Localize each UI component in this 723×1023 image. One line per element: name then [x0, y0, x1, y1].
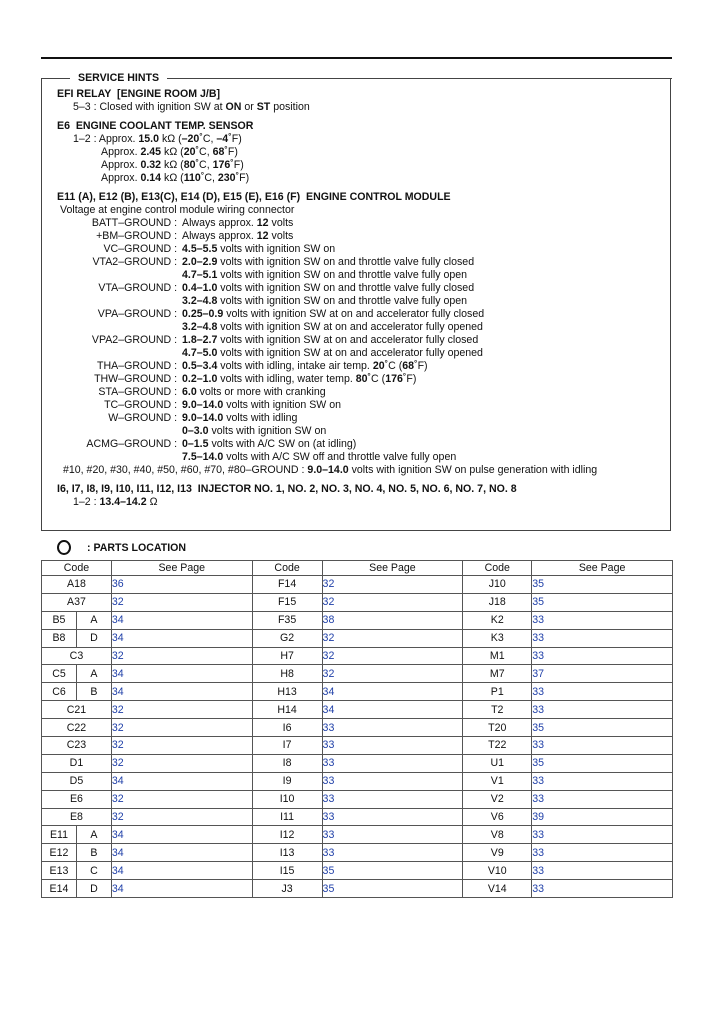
voltage-spec: 0–3.0 volts with ignition SW on	[182, 425, 327, 437]
terminal-label: VPA2–GROUND :	[91, 334, 180, 346]
voltage-spec: 9.0–14.0 volts with ignition SW on	[182, 399, 342, 411]
code-cell: C6	[42, 683, 77, 701]
code-cell: H8	[252, 665, 322, 683]
ecm-voltage-row	[57, 386, 667, 399]
code-cell: I9	[252, 772, 322, 790]
see-page-link[interactable]: 33	[532, 611, 673, 629]
code-cell: E8	[42, 808, 112, 826]
code-cell: F15	[252, 593, 322, 611]
see-page-link[interactable]: 33	[322, 772, 463, 790]
table-row	[42, 665, 673, 683]
parts-location-label: : PARTS LOCATION	[87, 541, 187, 554]
code-cell: B5	[42, 611, 77, 629]
ecm-pulse-line: #10, #20, #30, #40, #50, #60, #70, #80–GROUND : 9.0–14.0 volts with ignition SW on pulse generation with idling	[63, 464, 598, 476]
code-cell: P1	[463, 683, 532, 701]
table-row	[42, 880, 673, 898]
code-cell: J10	[463, 576, 532, 594]
column-header: See Page	[532, 561, 673, 576]
ecm-voltage-row	[57, 230, 667, 243]
table-row	[42, 576, 673, 594]
see-page-link[interactable]: 33	[532, 629, 673, 647]
column-header: See Page	[111, 561, 252, 576]
parts-table-body	[42, 576, 673, 898]
injector-title: I6, I7, I8, I9, I10, I11, I12, I13 INJECTOR NO. 1, NO. 2, NO. 3, NO. 4, NO. 5, NO. 6, NO. 7, NO. 8	[57, 483, 517, 495]
connector-letter-cell: D	[76, 880, 111, 898]
see-page-link[interactable]: 32	[322, 629, 463, 647]
see-page-link[interactable]: 35	[532, 754, 673, 772]
code-cell: G2	[252, 629, 322, 647]
table-row	[42, 772, 673, 790]
voltage-spec: 3.2–4.8 volts with ignition SW at on and accelerator fully opened	[182, 321, 483, 333]
service-hints-legend: SERVICE HINTS	[70, 72, 167, 85]
efi-relay-line: 5–3 : Closed with ignition SW at ON or ST position	[73, 101, 310, 113]
table-row	[42, 611, 673, 629]
code-cell: B8	[42, 629, 77, 647]
voltage-spec: Always approx. 12 volts	[182, 230, 294, 242]
code-cell: V2	[463, 790, 532, 808]
table-row	[42, 647, 673, 665]
see-page-link[interactable]: 32	[322, 647, 463, 665]
code-cell: I7	[252, 737, 322, 755]
parts-location-table	[41, 560, 673, 898]
voltage-spec: 9.0–14.0 volts with idling	[182, 412, 298, 424]
code-cell: H13	[252, 683, 322, 701]
column-header: Code	[463, 561, 532, 576]
see-page-link[interactable]: 34	[111, 826, 252, 844]
ecm-voltage-row	[57, 295, 667, 308]
code-cell: E12	[42, 844, 77, 862]
ecm-voltage-row	[57, 256, 667, 269]
ecm-intro: Voltage at engine control module wiring connector	[60, 204, 295, 216]
code-cell: E6	[42, 790, 112, 808]
voltage-spec: 0–1.5 volts with A/C SW on (at idling)	[182, 438, 357, 450]
voltage-spec: 3.2–4.8 volts with ignition SW on and throttle valve fully open	[182, 295, 468, 307]
code-cell: F35	[252, 611, 322, 629]
terminal-label: TC–GROUND :	[104, 399, 180, 411]
terminal-label: VTA2–GROUND :	[92, 256, 180, 268]
ecm-title: E11 (A), E12 (B), E13(C), E14 (D), E15 (E), E16 (F) ENGINE CONTROL MODULE	[57, 191, 451, 203]
code-cell: T2	[463, 701, 532, 719]
terminal-label: ACMG–GROUND :	[86, 438, 180, 450]
see-page-link[interactable]: 37	[532, 665, 673, 683]
see-page-link[interactable]: 34	[111, 629, 252, 647]
top-rule	[41, 57, 672, 59]
see-page-link[interactable]: 32	[111, 701, 252, 719]
terminal-label: THA–GROUND :	[97, 360, 180, 372]
see-page-link[interactable]: 33	[322, 826, 463, 844]
terminal-label: W–GROUND :	[108, 412, 180, 424]
parts-location-heading	[57, 540, 186, 555]
code-cell: T22	[463, 737, 532, 755]
code-cell: C5	[42, 665, 77, 683]
terminal-label: BATT–GROUND :	[91, 217, 180, 229]
table-row	[42, 593, 673, 611]
ecm-voltage-row	[57, 399, 667, 412]
e6-resistance-line: 1–2 : Approx. 15.0 kΩ (–20˚C, –4˚F)	[73, 133, 242, 145]
connector-letter-cell: B	[76, 683, 111, 701]
see-page-link[interactable]: 34	[111, 611, 252, 629]
connector-letter-cell: A	[76, 665, 111, 683]
code-cell: V9	[463, 844, 532, 862]
terminal-label: VPA–GROUND :	[97, 308, 180, 320]
terminal-label: THW–GROUND :	[94, 373, 180, 385]
table-row	[42, 737, 673, 755]
e6-title: E6 ENGINE COOLANT TEMP. SENSOR	[57, 120, 254, 132]
efi-relay-title: EFI RELAY [ENGINE ROOM J/B]	[57, 88, 221, 100]
see-page-link[interactable]: 33	[532, 862, 673, 880]
see-page-link[interactable]: 35	[322, 862, 463, 880]
table-row	[42, 629, 673, 647]
see-page-link[interactable]: 32	[111, 719, 252, 737]
voltage-spec: 6.0 volts or more with cranking	[182, 386, 326, 398]
see-page-link[interactable]: 34	[111, 772, 252, 790]
see-page-link[interactable]: 33	[532, 772, 673, 790]
see-page-link[interactable]: 39	[532, 808, 673, 826]
table-row	[42, 701, 673, 719]
code-cell: E14	[42, 880, 77, 898]
see-page-link[interactable]: 32	[111, 808, 252, 826]
see-page-link[interactable]: 32	[111, 647, 252, 665]
see-page-link[interactable]: 33	[532, 844, 673, 862]
see-page-link[interactable]: 35	[532, 576, 673, 594]
code-cell: A37	[42, 593, 112, 611]
code-cell: V8	[463, 826, 532, 844]
see-page-link[interactable]: 32	[111, 754, 252, 772]
see-page-link[interactable]: 34	[111, 844, 252, 862]
see-page-link[interactable]: 35	[532, 593, 673, 611]
ecm-voltage-row	[57, 438, 667, 451]
terminal-label: VC–GROUND :	[103, 243, 180, 255]
voltage-spec: 4.5–5.5 volts with ignition SW on	[182, 243, 336, 255]
see-page-link[interactable]: 34	[111, 880, 252, 898]
see-page-link[interactable]: 33	[322, 754, 463, 772]
see-page-link[interactable]: 33	[322, 790, 463, 808]
terminal-label: STA–GROUND :	[98, 386, 180, 398]
code-cell: D1	[42, 754, 112, 772]
see-page-link[interactable]: 33	[532, 826, 673, 844]
table-row	[42, 862, 673, 880]
code-cell: C22	[42, 719, 112, 737]
see-page-link[interactable]: 38	[322, 611, 463, 629]
see-page-link[interactable]: 34	[111, 665, 252, 683]
voltage-spec: 4.7–5.1 volts with ignition SW on and throttle valve fully open	[182, 269, 468, 281]
see-page-link[interactable]: 33	[322, 719, 463, 737]
code-cell: V14	[463, 880, 532, 898]
e6-resistance-line: Approx. 0.14 kΩ (110˚C, 230˚F)	[101, 172, 250, 184]
see-page-link[interactable]: 33	[532, 647, 673, 665]
code-cell: H7	[252, 647, 322, 665]
code-cell: V10	[463, 862, 532, 880]
ecm-voltage-row	[57, 334, 667, 347]
code-cell: I13	[252, 844, 322, 862]
e6-lines	[57, 133, 667, 185]
see-page-link[interactable]: 32	[111, 593, 252, 611]
code-cell: D5	[42, 772, 112, 790]
code-cell: V1	[463, 772, 532, 790]
see-page-link[interactable]: 32	[111, 790, 252, 808]
code-cell: I6	[252, 719, 322, 737]
ecm-voltage-row	[57, 451, 667, 464]
terminal-label: VTA–GROUND :	[98, 282, 180, 294]
code-cell: F14	[252, 576, 322, 594]
voltage-spec: 0.25–0.9 volts with ignition SW at on and accelerator fully closed	[182, 308, 485, 320]
ecm-voltage-row	[57, 243, 667, 256]
ecm-voltage-row	[57, 282, 667, 295]
table-header-row	[42, 561, 673, 576]
code-cell: H14	[252, 701, 322, 719]
ecm-voltage-row	[57, 321, 667, 334]
column-header: Code	[252, 561, 322, 576]
table-row	[42, 754, 673, 772]
column-header: See Page	[322, 561, 463, 576]
ecm-voltage-row	[57, 308, 667, 321]
code-cell: E13	[42, 862, 77, 880]
see-page-link[interactable]: 33	[532, 701, 673, 719]
see-page-link[interactable]: 34	[111, 862, 252, 880]
see-page-link[interactable]: 35	[532, 719, 673, 737]
see-page-link[interactable]: 35	[322, 880, 463, 898]
voltage-spec: Always approx. 12 volts	[182, 217, 294, 229]
circle-icon	[57, 540, 71, 555]
see-page-link[interactable]: 33	[322, 808, 463, 826]
code-cell: J18	[463, 593, 532, 611]
code-cell: K2	[463, 611, 532, 629]
code-cell: T20	[463, 719, 532, 737]
voltage-spec: 0.5–3.4 volts with idling, intake air temp. 20˚C (68˚F)	[182, 360, 428, 372]
see-page-link[interactable]: 33	[322, 737, 463, 755]
code-cell: M7	[463, 665, 532, 683]
code-cell: E11	[42, 826, 77, 844]
terminal-label: +BM–GROUND :	[96, 230, 180, 242]
table-row	[42, 719, 673, 737]
ecm-voltage-row	[57, 412, 667, 425]
e6-resistance-line: Approx. 0.32 kΩ (80˚C, 176˚F)	[101, 159, 244, 171]
ecm-voltage-row	[57, 269, 667, 282]
service-hints-content	[57, 88, 667, 509]
table-row	[42, 826, 673, 844]
code-cell: I8	[252, 754, 322, 772]
see-page-link[interactable]: 32	[111, 737, 252, 755]
table-row	[42, 683, 673, 701]
table-row	[42, 808, 673, 826]
see-page-link[interactable]: 32	[322, 576, 463, 594]
connector-letter-cell: D	[76, 629, 111, 647]
see-page-link[interactable]: 32	[322, 593, 463, 611]
connector-letter-cell: C	[76, 862, 111, 880]
code-cell: I10	[252, 790, 322, 808]
code-cell: M1	[463, 647, 532, 665]
connector-letter-cell: B	[76, 844, 111, 862]
ecm-voltage-table	[57, 217, 667, 464]
table-row	[42, 844, 673, 862]
voltage-spec: 4.7–5.0 volts with ignition SW at on and accelerator fully opened	[182, 347, 483, 359]
code-cell: V6	[463, 808, 532, 826]
see-page-link[interactable]: 32	[322, 665, 463, 683]
see-page-link[interactable]: 33	[322, 844, 463, 862]
ecm-voltage-row	[57, 217, 667, 230]
voltage-spec: 0.2–1.0 volts with idling, water temp. 80˚C (176˚F)	[182, 373, 417, 385]
code-cell: C23	[42, 737, 112, 755]
code-cell: U1	[463, 754, 532, 772]
ecm-voltage-row	[57, 425, 667, 438]
table-row	[42, 790, 673, 808]
see-page-link[interactable]: 34	[322, 683, 463, 701]
e6-resistance-line: Approx. 2.45 kΩ (20˚C, 68˚F)	[101, 146, 238, 158]
see-page-link[interactable]: 34	[111, 683, 252, 701]
code-cell: I12	[252, 826, 322, 844]
voltage-spec: 0.4–1.0 volts with ignition SW on and throttle valve fully closed	[182, 282, 475, 294]
code-cell: I15	[252, 862, 322, 880]
code-cell: I11	[252, 808, 322, 826]
see-page-link[interactable]: 33	[532, 737, 673, 755]
voltage-spec: 7.5–14.0 volts with A/C SW off and throttle valve fully open	[182, 451, 457, 463]
connector-letter-cell: A	[76, 611, 111, 629]
see-page-link[interactable]: 33	[532, 880, 673, 898]
connector-letter-cell: A	[76, 826, 111, 844]
see-page-link[interactable]: 33	[532, 683, 673, 701]
voltage-spec: 1.8–2.7 volts with ignition SW at on and accelerator fully closed	[182, 334, 479, 346]
voltage-spec: 2.0–2.9 volts with ignition SW on and throttle valve fully closed	[182, 256, 475, 268]
see-page-link[interactable]: 33	[532, 790, 673, 808]
ecm-voltage-row	[57, 347, 667, 360]
ecm-voltage-row	[57, 373, 667, 386]
ecm-voltage-row	[57, 360, 667, 373]
column-header: Code	[42, 561, 112, 576]
see-page-link[interactable]: 34	[322, 701, 463, 719]
injector-line: 1–2 : 13.4–14.2 Ω	[73, 496, 158, 508]
code-cell: A18	[42, 576, 112, 594]
code-cell: J3	[252, 880, 322, 898]
see-page-link[interactable]: 36	[111, 576, 252, 594]
code-cell: C3	[42, 647, 112, 665]
code-cell: C21	[42, 701, 112, 719]
code-cell: K3	[463, 629, 532, 647]
